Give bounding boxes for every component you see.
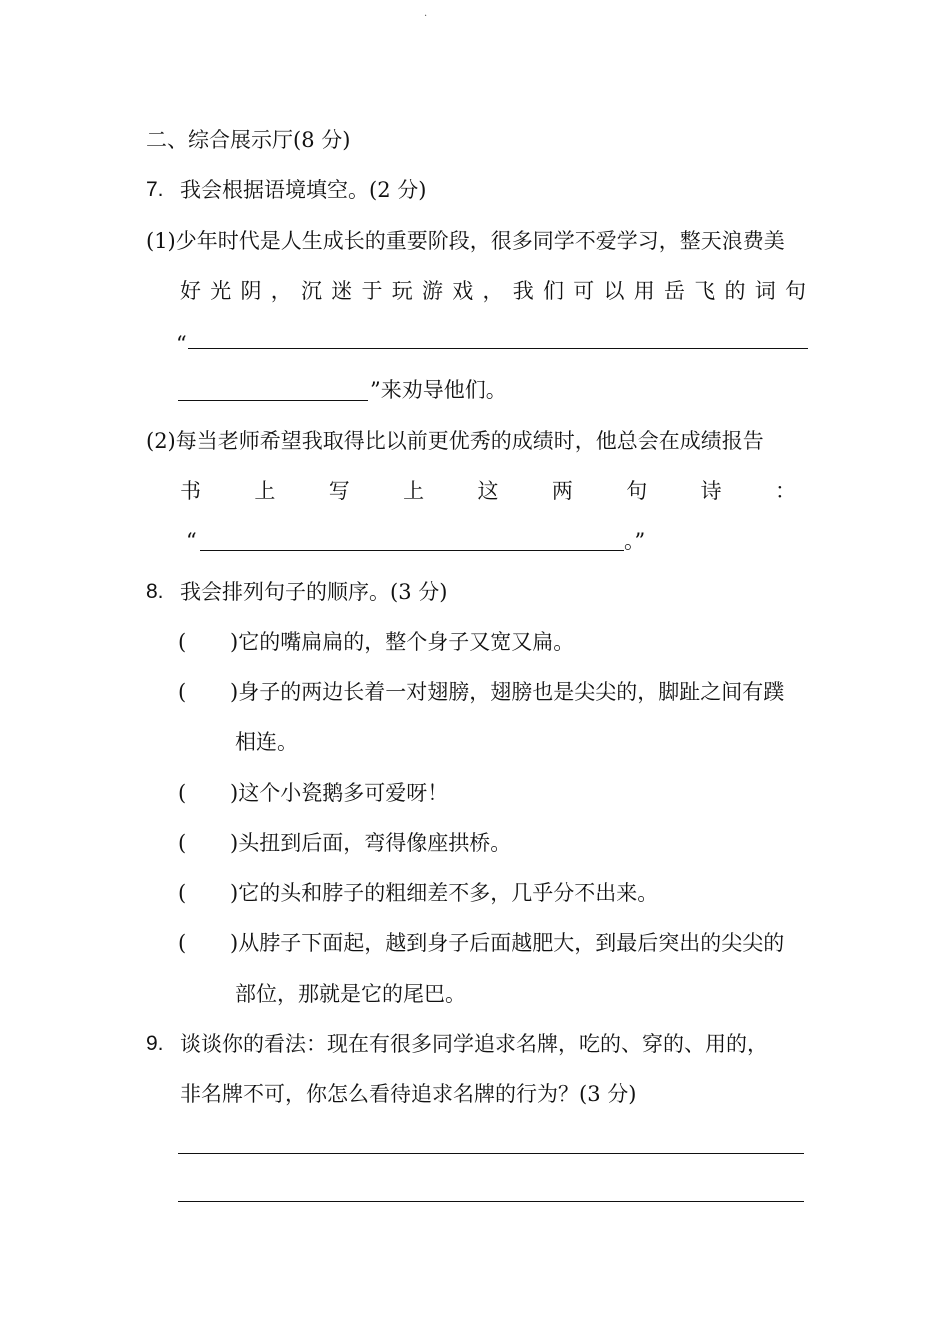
header-dot: . [424,8,428,19]
q8-item-1-paren[interactable]: ( [178,630,187,654]
q7-part1-line2-char: 戏 [452,279,474,303]
q8-item-4-paren[interactable]: ( [178,831,187,855]
q7-part1-close: ”来劝导他们。 [370,378,507,402]
q7-part1-line2-char: ， [482,279,504,303]
q7-part1-blank-1[interactable] [188,348,808,349]
q9-line2: 非名牌不可，你怎么看待追求名牌的行为？(3 分) [180,1082,637,1106]
q7-part1-line2-char: 于 [361,279,383,303]
q8-item-3-text: )这个小瓷鹅多可爱呀！ [230,781,449,805]
q7-part1-line2-char: 阴 [240,279,262,303]
q7-part1-line2-char: ， [270,279,292,303]
q8-item-2-paren[interactable]: ( [178,680,187,704]
q7-part2-blank[interactable] [200,550,624,551]
q7-part1-line2-char: 们 [543,279,564,303]
q7-part2-line2-char: 这 [477,479,499,503]
q7-part1-line2-char: 以 [603,279,625,303]
q8-item-6-text: )从脖子下面起，越到身子后面越肥大，到最后突出的尖尖的 [230,931,785,955]
q8-number: 8. [146,580,164,603]
q7-part1-line2-char: 词 [754,279,776,303]
q8-item-2-text: )身子的两边长着一对翅膀，翅膀也是尖尖的，脚趾之间有蹼 [230,680,785,704]
q7-part2-line2-char: 上 [254,479,276,503]
q7-part1-line2-char: 游 [422,279,443,303]
q7-part1-line2-char: 句 [785,279,806,303]
q8-item-6-paren[interactable]: ( [178,931,187,955]
q9-line1: 谈谈你的看法：现在有很多同学追求名牌，吃的、穿的、用的， [180,1032,768,1056]
q7-part2-line2-char: 两 [551,479,573,503]
q9-number: 9. [146,1032,164,1055]
q7-part1-line2-char: 用 [633,279,655,303]
q7-title: 我会根据语境填空。(2 分) [180,178,427,202]
q7-part2-close: 。” [624,529,646,553]
q7-part1-line2-char: 迷 [331,279,353,303]
q7-part2-line2-char: 书 [180,479,201,503]
q7-part1-blank-2[interactable] [178,400,368,401]
q7-part2-open-quote: “ [186,529,197,553]
q8-item-1-text: )它的嘴扁扁的，整个身子又宽又扁。 [230,630,575,654]
q7-part1-line2-char: 岳 [664,279,685,303]
q7-part1-open-quote: “ [176,332,187,356]
q7-part1-line2-char: 光 [210,279,232,303]
q7-part1-line2-char: 好 [180,279,201,303]
q7-part1-line2-char: 我 [512,279,534,303]
q8-title: 我会排列句子的顺序。(3 分) [180,580,448,604]
q7-part2-line2-char: 写 [328,479,350,503]
q8-item-4-text: )头扭到后面，弯得像座拱桥。 [230,831,512,855]
section-title: 二、综合展示厅(8 分) [146,128,351,152]
q7-part1-line1: (1)少年时代是人生成长的重要阶段，很多同学不爱学习，整天浪费美 [146,229,785,253]
q7-part2-line2-char: 上 [403,479,425,503]
q8-item-5-text: )它的头和脖子的粗细差不多，几乎分不出来。 [230,881,659,905]
q7-part2-line2-char: 诗 [700,479,722,503]
q7-part2-line2-char: ： [775,479,796,503]
q8-item-5-paren[interactable]: ( [178,881,187,905]
q7-part1-line2-char: 可 [573,279,595,303]
q7-part2-line2-char: 句 [626,479,648,503]
q8-item-2-cont: 相连。 [235,730,298,754]
q7-part1-line2-char: 的 [724,279,746,303]
q9-answer-line-1[interactable] [178,1153,804,1154]
q9-answer-line-2[interactable] [178,1201,804,1202]
q7-part1-line2-char: 飞 [694,279,716,303]
q7-part1-line2 [180,277,806,305]
q7-part2-line2 [180,477,796,505]
q7-part1-line2-char: 沉 [301,279,322,303]
q8-item-3-paren[interactable]: ( [178,781,187,805]
q8-item-6-cont: 部位，那就是它的尾巴。 [235,982,466,1006]
q7-part2-line1: (2)每当老师希望我取得比以前更优秀的成绩时，他总会在成绩报告 [146,429,764,453]
q7-part1-line2-char: 玩 [391,279,413,303]
q7-number: 7. [146,178,164,201]
